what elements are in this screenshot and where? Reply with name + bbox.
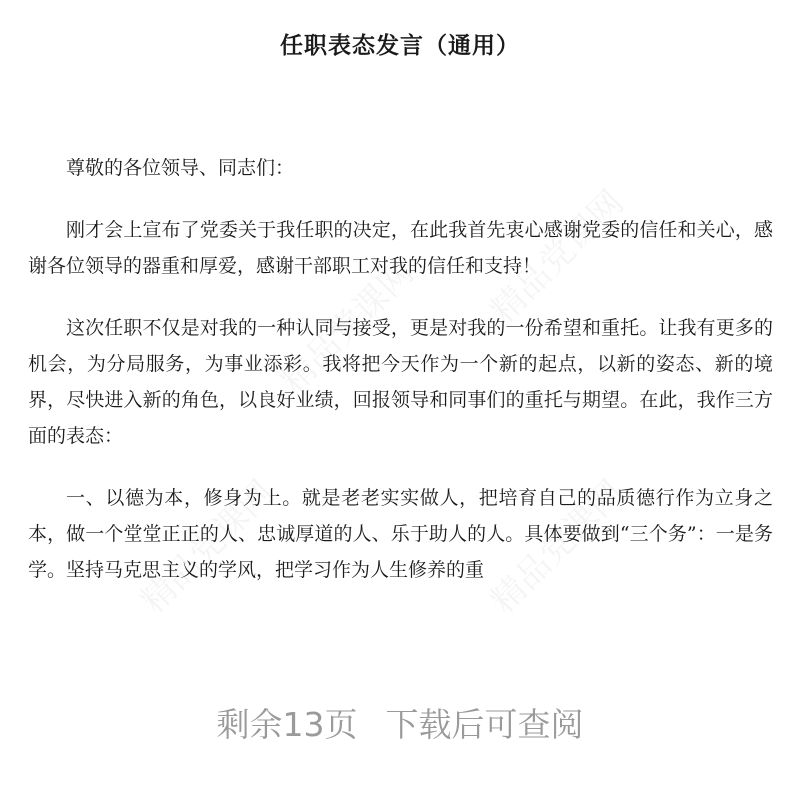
document-body [28, 150, 773, 614]
remaining-pages-label[interactable]: 剩余13页 [216, 705, 358, 744]
page-title: 任职表态发言（通用） [280, 32, 520, 59]
download-hint-label[interactable]: 下载后可查阅 [385, 705, 584, 744]
paragraph: 一、以德为本，修身为上。就是老老实实做人，把培育自己的品质德行作为立身之本，做一个堂堂正正的人、忠诚厚道的人、乐于助人的人。具体要做到“三个务”：一是务学。坚持马克思主义的学风，把学习作为人生修养的重 [28, 487, 773, 581]
download-prompt[interactable] [0, 703, 800, 747]
paragraph: 这次任职不仅是对我的一种认同与接受，更是对我的一份希望和重托。让我有更多的机会，为分局服务，为事业添彩。我将把今天作为一个新的起点，以新的姿态、新的境界，尽快进入新的角色，以良好业绩，回报领导和同事们的重托与期望。在此，我作三方面的表态： [28, 317, 773, 447]
salutation: 尊敬的各位领导、同志们： [66, 157, 295, 179]
paragraph: 刚才会上宣布了党委关于我任职的决定，在此我首先衷心感谢党委的信任和关心，感谢各位领导的器重和厚爱，感谢干部职工对我的信任和支持！ [28, 219, 773, 277]
